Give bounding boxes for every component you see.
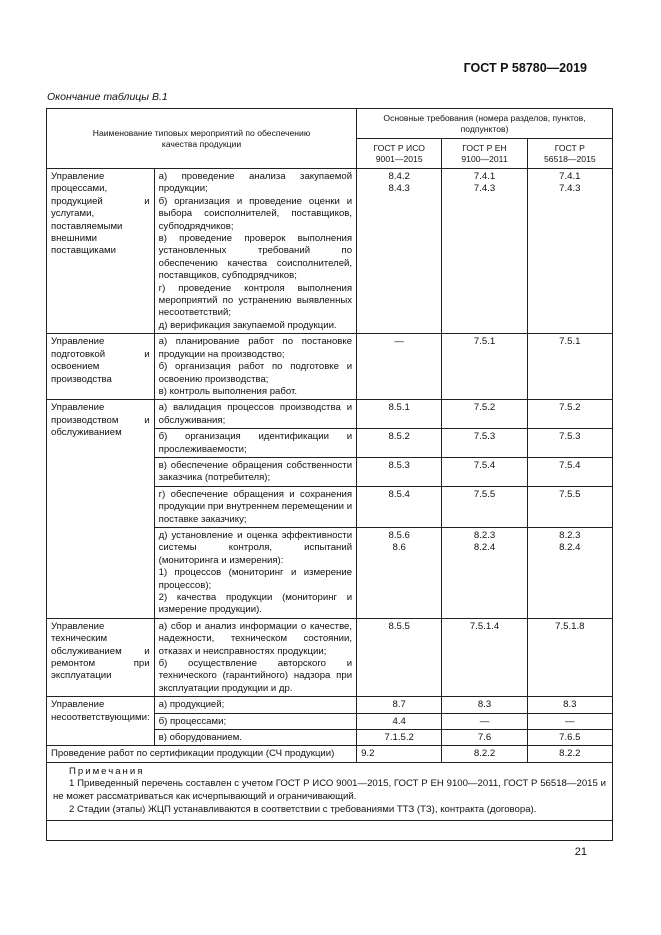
activity-item: д) установление и оценка эффективности системы контроля, испытаний (мониторинга и измерения): 1) процессов (мониторинг и измерение процессов); 2) качества продукции (мониторинг и измерение продукции). — [154, 527, 356, 618]
table-caption: Окончание таблицы В.1 — [47, 91, 168, 103]
iso-ref: 7.1.5.2 — [357, 730, 442, 746]
iso-ref: 4.4 — [357, 713, 442, 729]
gost-ref: 7.4.1 7.4.3 — [527, 169, 612, 334]
gost-ref: 7.5.1.8 — [527, 618, 612, 696]
gost-column-header: ГОСТ Р 56518—2015 — [527, 139, 612, 169]
en-ref: 7.5.1.4 — [442, 618, 527, 696]
gost-ref: 7.5.5 — [527, 486, 612, 527]
activity-item: а) валидация процессов производства и обслуживания; — [154, 400, 356, 429]
activity-item: в) оборудованием. — [154, 730, 356, 746]
en-ref: 8.3 — [442, 697, 527, 713]
en-ref: 7.5.2 — [442, 400, 527, 429]
activity-item: б) организация идентификации и прослеживаемости; — [154, 429, 356, 458]
document-id: ГОСТ Р 58780—2019 — [463, 61, 587, 75]
table-row — [47, 697, 613, 713]
activity-item: г) обеспечение обращения и сохранения продукции при внутреннем перемещении и поставке заказчику; — [154, 486, 356, 527]
requirements-table — [46, 108, 613, 821]
iso-ref: 8.5.6 8.6 — [357, 527, 442, 618]
table-row — [47, 618, 613, 696]
gost-ref: 8.2.2 — [527, 746, 612, 762]
iso-ref: 8.5.5 — [357, 618, 442, 696]
en-ref: 7.5.3 — [442, 429, 527, 458]
certification-row-label: Проведение работ по сертификации продукции (СЧ продукции) — [47, 746, 357, 762]
en-ref: 8.2.2 — [442, 746, 527, 762]
activity-list: а) планирование работ по постановке продукции на производство; б) организация работ по подготовке и освоению производства; в) контроль выполнения работ. — [154, 334, 356, 400]
note-2: 2 Стадии (этапы) ЖЦП устанавливаются в соответствии с требованиями ТТЗ (ТЗ), контракта (договора). — [69, 803, 537, 815]
en-ref: 7.5.1 — [442, 334, 527, 400]
activity-item: а) продукцией; — [154, 697, 356, 713]
iso-ref: 8.5.3 — [357, 457, 442, 486]
iso-column-header: ГОСТ Р ИСО 9001—2015 — [357, 139, 442, 169]
gost-ref: 7.5.3 — [527, 429, 612, 458]
en-ref: 8.2.3 8.2.4 — [442, 527, 527, 618]
header-row-1 — [47, 109, 613, 139]
activity-item: в) обеспечение обращения собственности заказчика (потребителя); — [154, 457, 356, 486]
table-row — [47, 400, 613, 429]
en-ref: — — [442, 713, 527, 729]
activity-item: б) процессами; — [154, 713, 356, 729]
group-name: Управление техническим обслуживанием и ремонтом при эксплуатации — [47, 618, 155, 696]
iso-ref: — — [357, 334, 442, 400]
page-number: 21 — [574, 846, 587, 858]
en-ref: 7.4.1 7.4.3 — [442, 169, 527, 334]
group-name: Управление подготовкой и освоением производства — [47, 334, 155, 400]
iso-ref: 9.2 — [357, 746, 442, 762]
note-1: 1 Приведенный перечень составлен с учетом ГОСТ Р ИСО 9001—2015, ГОСТ Р ЕН 9100—2011, ГОСТ Р 56518—2015 и не может рассматриваться как исчерпывающий и ограничивающий. — [53, 778, 606, 803]
en-ref: 7.5.4 — [442, 457, 527, 486]
gost-ref: 7.6.5 — [527, 730, 612, 746]
activity-column-header: Наименование типовых мероприятий по обеспечению качества продукции — [47, 109, 357, 169]
gost-ref: 8.2.3 8.2.4 — [527, 527, 612, 618]
group-name: Управление несоответствующими: — [47, 697, 155, 746]
iso-ref: 8.5.4 — [357, 486, 442, 527]
en-column-header: ГОСТ Р ЕН 9100—2011 — [442, 139, 527, 169]
table-row — [47, 334, 613, 400]
activity-list: а) проведение анализа закупаемой продукции; б) организация и проведение оценки и выбора соисполнителей, поставщиков, субподрядчиков; в) проведение проверок выполнения установленных требований по обеспечению качества соисполнителей, поставщиков, субподрядчиков; г) проведение контроля выполнения мероприятий по устранению выявленных несоответствий; д) верификация закупаемой продукции. — [154, 169, 356, 334]
table-row — [47, 169, 613, 334]
gost-ref: 7.5.1 — [527, 334, 612, 400]
iso-ref: 8.4.2 8.4.3 — [357, 169, 442, 334]
activity-list: а) сбор и анализ информации о качестве, надежности, техническом состоянии, отказах и неисправностях продукции; б) осуществление авторского и технического (гарантийного) надзора при эксплуатации продукции и др. — [154, 618, 356, 696]
iso-ref: 8.5.2 — [357, 429, 442, 458]
notes-cell — [47, 762, 613, 820]
en-ref: 7.5.5 — [442, 486, 527, 527]
iso-ref: 8.5.1 — [357, 400, 442, 429]
group-name: Управление процессами, продукцией и услугами, поставляемыми внешними поставщиками — [47, 169, 155, 334]
gost-ref: 7.5.2 — [527, 400, 612, 429]
gost-ref: 7.5.4 — [527, 457, 612, 486]
notes-row — [47, 762, 613, 820]
gost-ref: 8.3 — [527, 697, 612, 713]
notes-title: Примечания — [69, 765, 145, 777]
table-row — [47, 746, 613, 762]
gost-ref: — — [527, 713, 612, 729]
iso-ref: 8.7 — [357, 697, 442, 713]
group-name: Управление производством и обслуживанием — [47, 400, 155, 619]
requirements-group-header: Основные требования (номера разделов, пунктов, подпунктов) — [357, 109, 613, 139]
en-ref: 7.6 — [442, 730, 527, 746]
